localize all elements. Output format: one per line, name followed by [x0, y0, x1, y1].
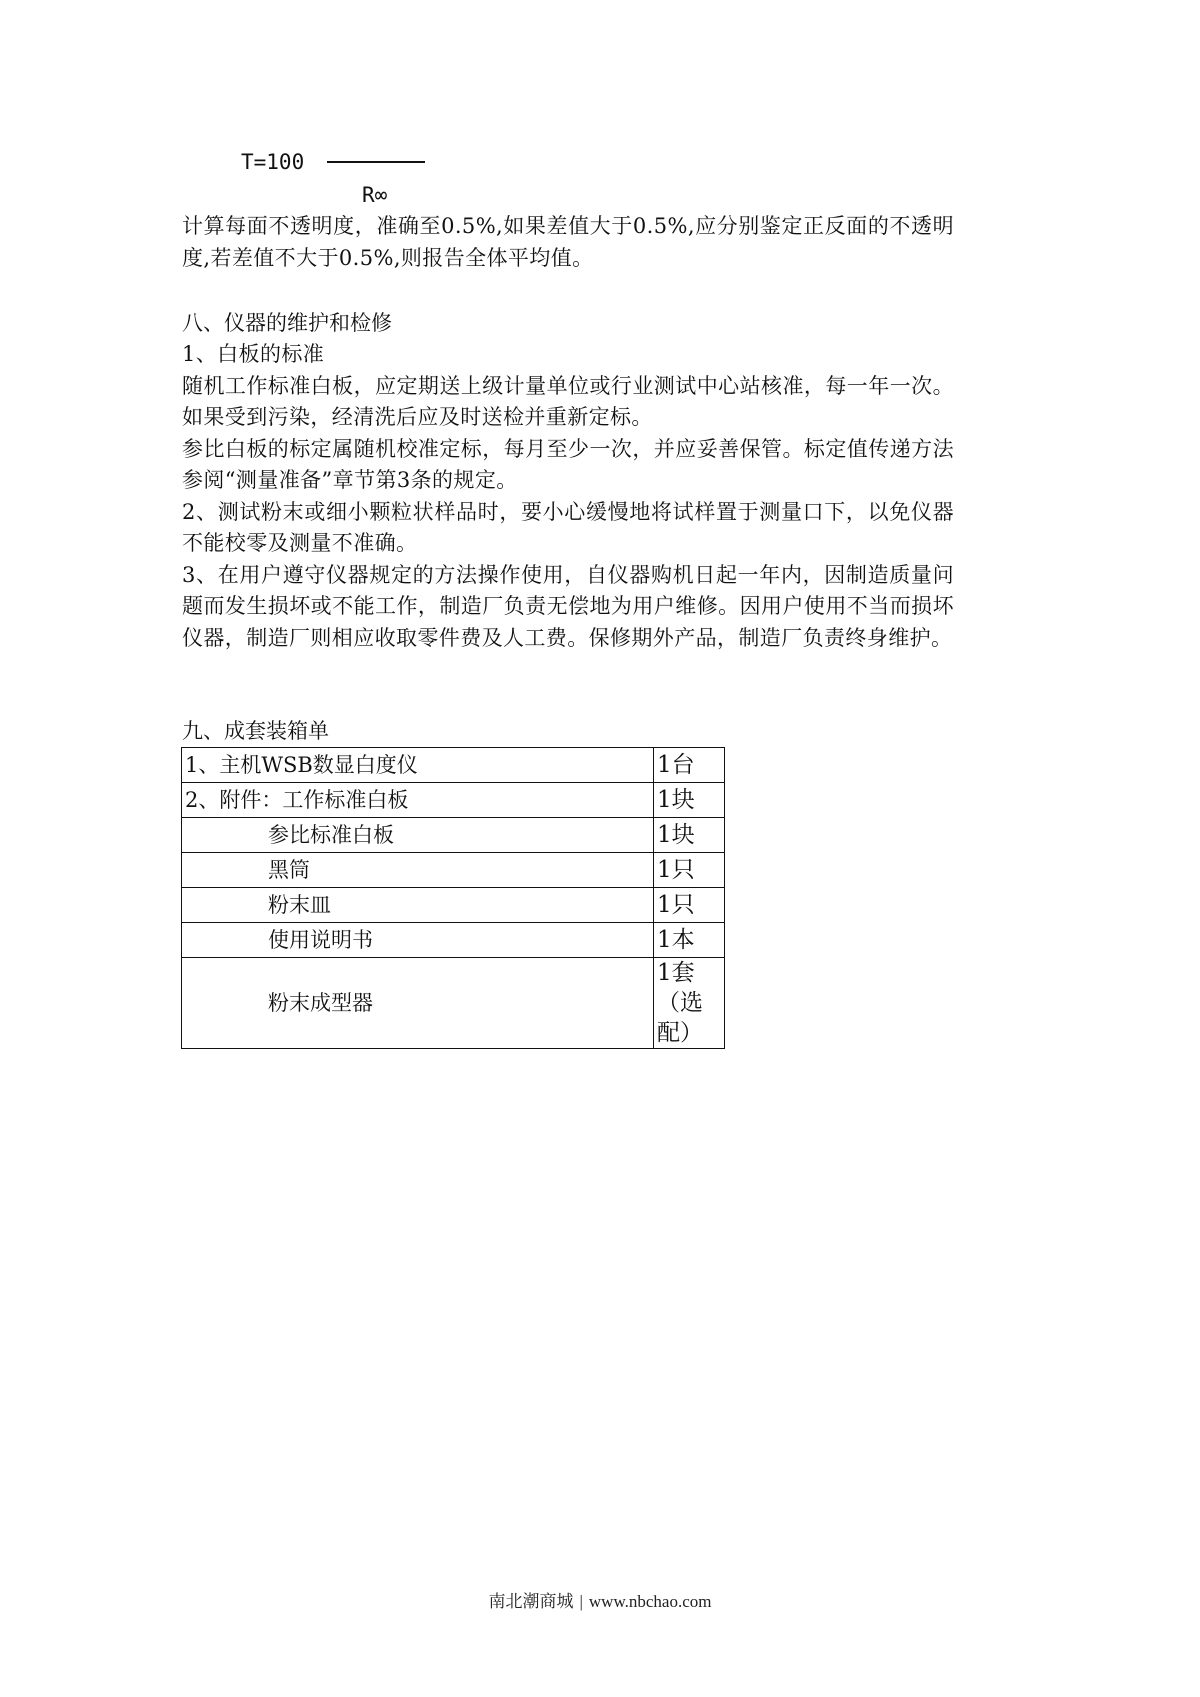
formula-denominator: R∞ — [362, 183, 388, 207]
section-8-body — [182, 339, 954, 654]
section-9-heading: 九、成套装箱单 — [182, 719, 329, 743]
page-footer — [0, 1587, 1200, 1612]
table-row — [182, 748, 725, 783]
table-row — [182, 783, 725, 818]
table-row — [182, 818, 725, 853]
section-8-paragraph: 2、测试粉末或细小颗粒状样品时，要小心缓慢地将试样置于测量口下，以免仪器不能校零及测量不准确。 — [182, 499, 954, 555]
section-8-paragraph: 3、在用户遵守仪器规定的方法操作使用，自仪器购机日起一年内，因制造质量问题而发生损坏或不能工作，制造厂负责无偿地为用户维修。因用户使用不当而损坏仪器，制造厂则相应收取零件费及人工费。保修期外产品，制造厂负责终身维护。 — [182, 562, 954, 650]
item-cell: 使用说明书 — [182, 923, 654, 958]
table-row — [182, 853, 725, 888]
fraction-bar — [327, 161, 425, 163]
item-cell: 粉末成型器 — [182, 958, 654, 1049]
table-row — [182, 923, 725, 958]
table-row — [182, 958, 725, 1049]
section-8-heading: 八、仪器的维护和检修 — [182, 311, 392, 335]
qty-cell: 1块 — [654, 783, 725, 818]
item-cell: 2、附件：工作标准白板 — [182, 783, 654, 818]
qty-cell: 1块 — [654, 818, 725, 853]
qty-cell: 1台 — [654, 748, 725, 783]
section-8-paragraph: 随机工作标准白板，应定期送上级计量单位或行业测试中心站核准，每一年一次。如果受到污染，经清洗后应及时送检并重新定标。 — [182, 373, 954, 429]
qty-cell: 1只 — [654, 853, 725, 888]
table-row — [182, 888, 725, 923]
item-cell: 1、主机WSB数显白度仪 — [182, 748, 654, 783]
formula-lhs: T=100 — [241, 150, 305, 174]
qty-cell: 1只 — [654, 888, 725, 923]
footer-site-name: 南北潮商城 — [488, 1592, 574, 1611]
opacity-paragraph: 计算每面不透明度，准确至0.5%,如果差值大于0.5%,应分别鉴定正反面的不透明度,若差值不大于0.5%,则报告全体平均值。 — [182, 214, 954, 270]
item-cell: 参比标准白板 — [182, 818, 654, 853]
item-cell: 粉末皿 — [182, 888, 654, 923]
packing-list-table — [181, 747, 725, 1049]
footer-url-link[interactable]: www.nbchao.com — [588, 1592, 712, 1611]
section-8-paragraph: 参比白板的标定属随机校准定标，每月至少一次，并应妥善保管。标定值传递方法参阅“测量准备”章节第3条的规定。 — [182, 436, 954, 492]
qty-cell: 1本 — [654, 923, 725, 958]
footer-separator: | — [579, 1592, 583, 1611]
qty-cell: 1套（选配） — [654, 958, 725, 1049]
item-cell: 黑筒 — [182, 853, 654, 888]
section-8-subheading: 1、白板的标准 — [182, 342, 325, 366]
